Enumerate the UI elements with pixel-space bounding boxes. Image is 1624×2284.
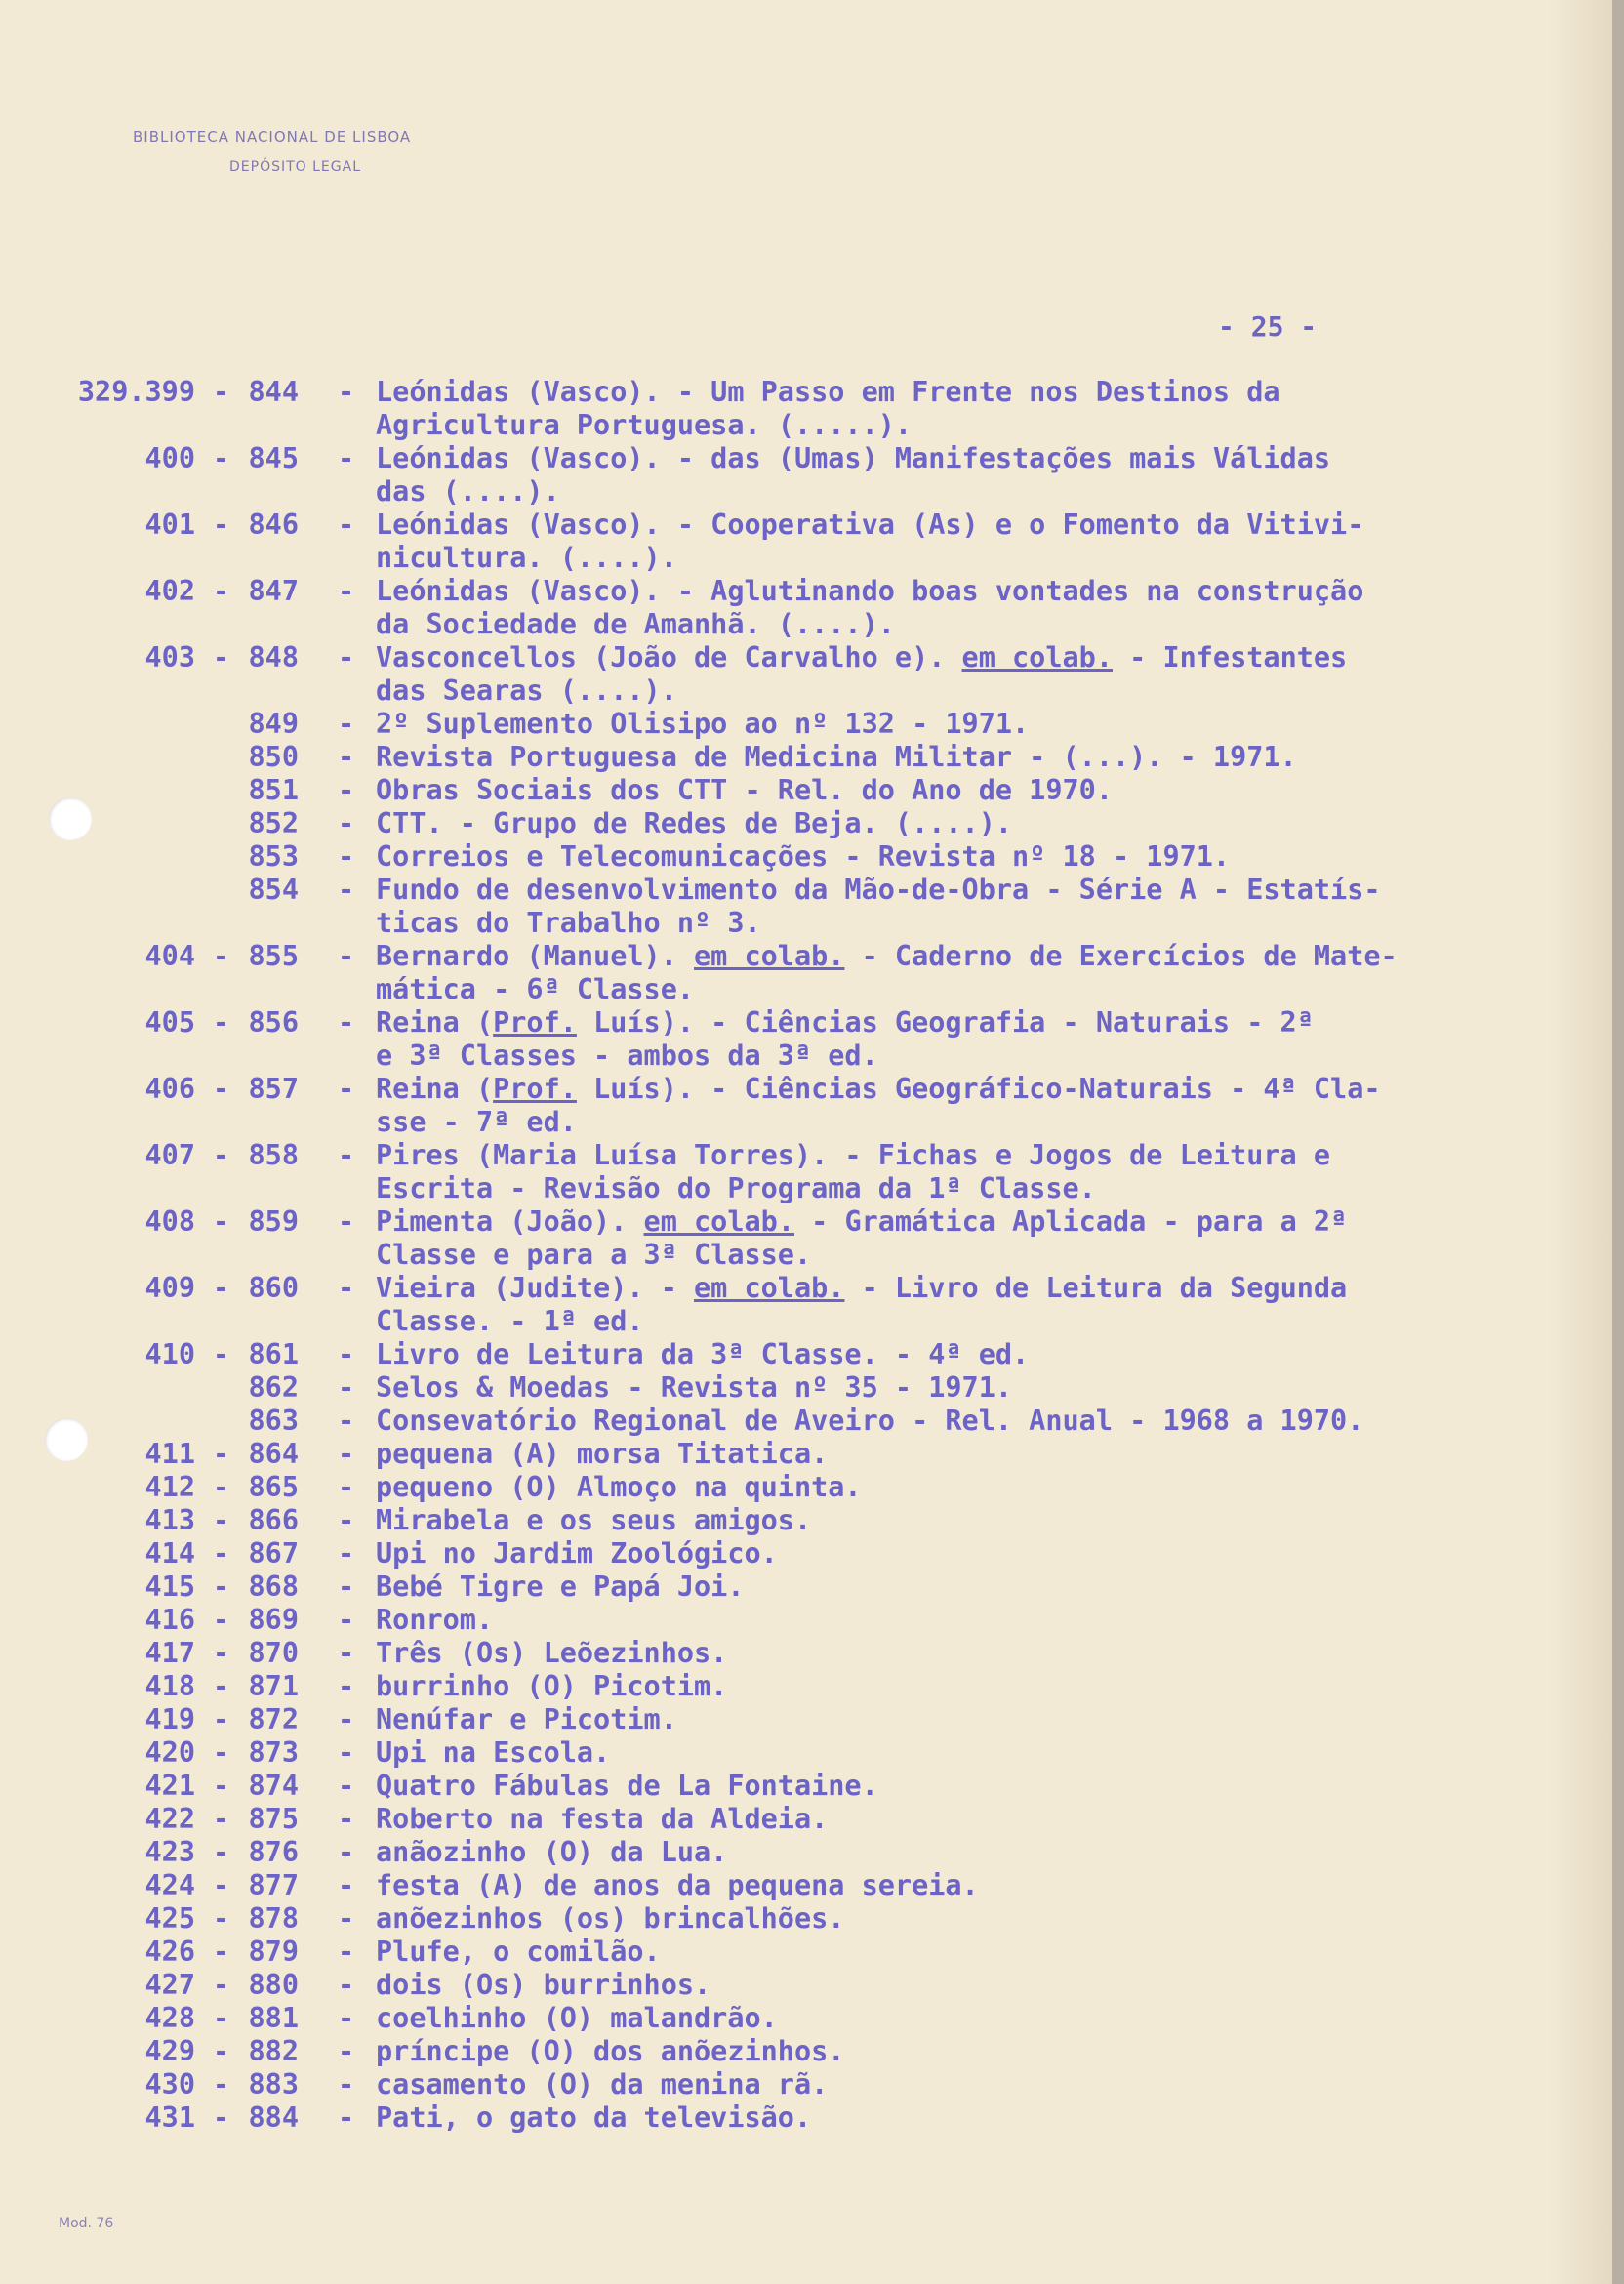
separator: - [338, 1272, 355, 1304]
separator: - [213, 1869, 230, 1901]
entry-text: burrinho (O) Picotim. [376, 1670, 728, 1702]
entry-number: 403 [144, 641, 195, 673]
entry-row [0, 1471, 1581, 1504]
entry-row [0, 1006, 1581, 1040]
entry-row [0, 1073, 1581, 1106]
separator: - [338, 1604, 355, 1636]
separator: - [338, 940, 355, 972]
entry-text: mática - 6ª Classe. [376, 973, 695, 1005]
entry-row [0, 2068, 1581, 2101]
separator: - [338, 1836, 355, 1868]
separator: - [213, 575, 230, 607]
entry-continuation [0, 674, 1581, 708]
entry-text: festa (A) de anos da pequena sereia. [376, 1869, 979, 1901]
entry-number: 402 [144, 575, 195, 607]
entry-row [0, 1836, 1581, 1869]
entry-number: 430 [144, 2068, 195, 2100]
separator: - [213, 1637, 230, 1669]
entry-text: Leónidas (Vasco). - Aglutinando boas vontades na construção [376, 575, 1364, 607]
entry-text: Bebé Tigre e Papá Joi. [376, 1570, 745, 1603]
register-number: 870 [248, 1637, 299, 1669]
entry-text: Consevatório Regional de Aveiro - Rel. Anual - 1968 a 1970. [376, 1405, 1364, 1437]
entry-continuation [0, 409, 1581, 442]
register-number: 877 [248, 1869, 299, 1901]
register-number: 880 [248, 1969, 299, 2001]
entry-text: Correios e Telecomunicações - Revista nº 18 - 1971. [376, 840, 1231, 873]
register-number: 883 [248, 2068, 299, 2100]
entry-row [0, 2035, 1581, 2068]
entry-text: Obras Sociais dos CTT - Rel. do Ano de 1970. [376, 774, 1113, 806]
separator: - [338, 1438, 355, 1470]
entry-row [0, 807, 1581, 840]
entry-continuation [0, 1305, 1581, 1338]
entry-number: 417 [144, 1637, 195, 1669]
separator: - [338, 2035, 355, 2067]
separator: - [338, 509, 355, 541]
register-number: 874 [248, 1770, 299, 1802]
entry-number: 429 [144, 2035, 195, 2067]
entry-row [0, 741, 1581, 774]
entry-number: 329.399 [77, 376, 195, 408]
separator: - [213, 1736, 230, 1769]
separator: - [338, 2002, 355, 2034]
entry-number: 416 [144, 1604, 195, 1636]
form-model-label: Mod. 76 [59, 2216, 114, 2231]
entry-number: 401 [144, 509, 195, 541]
entry-row [0, 940, 1581, 973]
separator: - [213, 1205, 230, 1238]
separator: - [338, 1073, 355, 1105]
entry-number: 408 [144, 1205, 195, 1238]
separator: - [338, 1537, 355, 1570]
register-number: 852 [248, 807, 299, 839]
institution-header: BIBLIOTECA NACIONAL DE LISBOA [133, 128, 412, 145]
entry-row [0, 1205, 1581, 1239]
separator: - [338, 1902, 355, 1935]
entry-row [0, 1637, 1581, 1670]
entry-continuation [0, 1239, 1581, 1272]
register-number: 867 [248, 1537, 299, 1570]
separator: - [213, 1770, 230, 1802]
entry-number: 411 [144, 1438, 195, 1470]
separator: - [213, 1139, 230, 1171]
entry-text: Upi no Jardim Zoológico. [376, 1537, 778, 1570]
entry-number: 419 [144, 1703, 195, 1735]
entry-text: Roberto na festa da Aldeia. [376, 1803, 829, 1835]
register-number: 865 [248, 1471, 299, 1503]
register-number: 881 [248, 2002, 299, 2034]
entry-text: Leónidas (Vasco). - Um Passo em Frente nos Destinos da [376, 376, 1280, 408]
separator: - [338, 874, 355, 906]
separator: - [213, 1604, 230, 1636]
separator: - [213, 2101, 230, 2134]
separator: - [213, 1902, 230, 1935]
entry-number: 428 [144, 2002, 195, 2034]
entry-text: casamento (O) da menina rã. [376, 2068, 829, 2100]
entry-continuation [0, 542, 1581, 575]
entry-row [0, 1936, 1581, 1969]
entry-number: 418 [144, 1670, 195, 1702]
separator: - [338, 442, 355, 474]
entry-text: sse - 7ª ed. [376, 1106, 577, 1138]
entry-number: 409 [144, 1272, 195, 1304]
separator: - [213, 1803, 230, 1835]
entry-number: 406 [144, 1073, 195, 1105]
entry-text: e 3ª Classes - ambos da 3ª ed. [376, 1040, 878, 1072]
entry-list [0, 376, 1581, 2135]
entry-number: 415 [144, 1570, 195, 1603]
entry-row [0, 575, 1581, 608]
register-number: 869 [248, 1604, 299, 1636]
entry-text: Selos & Moedas - Revista nº 35 - 1971. [376, 1371, 1013, 1404]
separator: - [338, 1570, 355, 1603]
entry-row [0, 1803, 1581, 1836]
entry-text: Vieira (Judite). - em colab. - Livro de Leitura da Segunda [376, 1272, 1348, 1304]
entry-text: dois (Os) burrinhos. [376, 1969, 711, 2001]
entry-text: príncipe (O) dos anõezinhos. [376, 2035, 845, 2067]
entry-row [0, 1371, 1581, 1405]
entry-row [0, 1570, 1581, 1604]
separator: - [213, 1073, 230, 1105]
entry-row [0, 840, 1581, 874]
separator: - [213, 1936, 230, 1968]
entry-text: das (....). [376, 475, 560, 508]
entry-row [0, 641, 1581, 674]
separator: - [338, 2101, 355, 2134]
register-number: 851 [248, 774, 299, 806]
entry-text: Leónidas (Vasco). - Cooperativa (As) e o Fomento da Vitivi- [376, 509, 1364, 541]
separator: - [213, 2035, 230, 2067]
separator: - [338, 807, 355, 839]
entry-row [0, 1670, 1581, 1703]
entry-number: 420 [144, 1736, 195, 1769]
register-number: 850 [248, 741, 299, 773]
register-number: 868 [248, 1570, 299, 1603]
entry-row [0, 2101, 1581, 2135]
register-number: 863 [248, 1405, 299, 1437]
entry-text: Classe. - 1ª ed. [376, 1305, 644, 1337]
entry-row [0, 1869, 1581, 1902]
entry-text: Classe e para a 3ª Classe. [376, 1239, 812, 1271]
register-number: 876 [248, 1836, 299, 1868]
separator: - [338, 774, 355, 806]
register-number: 855 [248, 940, 299, 972]
entry-row [0, 1703, 1581, 1736]
entry-row [0, 1770, 1581, 1803]
entry-row [0, 1139, 1581, 1172]
entry-row [0, 1902, 1581, 1936]
entry-row [0, 1604, 1581, 1637]
separator: - [338, 1637, 355, 1669]
entry-row [0, 708, 1581, 741]
register-number: 882 [248, 2035, 299, 2067]
separator: - [338, 1803, 355, 1835]
entry-number: 400 [144, 442, 195, 474]
entry-number: 421 [144, 1770, 195, 1802]
entry-text: Pati, o gato da televisão. [376, 2101, 812, 2134]
entry-text: Fundo de desenvolvimento da Mão-de-Obra - Série A - Estatís- [376, 874, 1381, 906]
register-number: 872 [248, 1703, 299, 1735]
entry-row [0, 1736, 1581, 1770]
register-number: 860 [248, 1272, 299, 1304]
entry-number: 407 [144, 1139, 195, 1171]
separator: - [338, 575, 355, 607]
separator: - [213, 442, 230, 474]
entry-number: 412 [144, 1471, 195, 1503]
separator: - [338, 1371, 355, 1404]
separator: - [338, 1936, 355, 1968]
register-number: 858 [248, 1139, 299, 1171]
entry-text: coelhinho (O) malandrão. [376, 2002, 778, 2034]
entry-text: Quatro Fábulas de La Fontaine. [376, 1770, 878, 1802]
entry-text: Revista Portuguesa de Medicina Militar - (...). - 1971. [376, 741, 1297, 773]
separator: - [213, 1471, 230, 1503]
entry-text: 2º Suplemento Olisipo ao nº 132 - 1971. [376, 708, 1030, 740]
register-number: 849 [248, 708, 299, 740]
entry-continuation [0, 1172, 1581, 1205]
separator: - [338, 1670, 355, 1702]
register-number: 848 [248, 641, 299, 673]
register-number: 884 [248, 2101, 299, 2134]
entry-continuation [0, 907, 1581, 940]
entry-text: Nenúfar e Picotim. [376, 1703, 677, 1735]
entry-continuation [0, 608, 1581, 641]
entry-number: 422 [144, 1803, 195, 1835]
entry-continuation [0, 1040, 1581, 1073]
register-number: 854 [248, 874, 299, 906]
separator: - [338, 1338, 355, 1370]
separator: - [213, 509, 230, 541]
entry-row [0, 1338, 1581, 1371]
register-number: 871 [248, 1670, 299, 1702]
entry-continuation [0, 973, 1581, 1006]
separator: - [213, 1703, 230, 1735]
entry-number: 427 [144, 1969, 195, 2001]
entry-text: Três (Os) Leõezinhos. [376, 1637, 728, 1669]
separator: - [338, 641, 355, 673]
entry-row [0, 1438, 1581, 1471]
register-number: 847 [248, 575, 299, 607]
entry-number: 410 [144, 1338, 195, 1370]
entry-text: Livro de Leitura da 3ª Classe. - 4ª ed. [376, 1338, 1030, 1370]
department-header: DEPÓSITO LEGAL [229, 159, 361, 175]
entry-row [0, 509, 1581, 542]
separator: - [213, 2002, 230, 2034]
entry-text: Mirabela e os seus amigos. [376, 1504, 812, 1536]
separator: - [213, 1006, 230, 1039]
separator: - [213, 1438, 230, 1470]
entry-text: anãozinho (O) da Lua. [376, 1836, 728, 1868]
register-number: 862 [248, 1371, 299, 1404]
separator: - [338, 1006, 355, 1039]
entry-row [0, 774, 1581, 807]
entry-text: ticas do Trabalho nº 3. [376, 907, 761, 939]
entry-continuation [0, 475, 1581, 509]
register-number: 879 [248, 1936, 299, 1968]
entry-text: anõezinhos (os) brincalhões. [376, 1902, 845, 1935]
separator: - [338, 741, 355, 773]
register-number: 857 [248, 1073, 299, 1105]
entry-text: pequeno (O) Almoço na quinta. [376, 1471, 862, 1503]
entry-row [0, 1537, 1581, 1570]
entry-text: CTT. - Grupo de Redes de Beja. (....). [376, 807, 1013, 839]
entry-row [0, 1504, 1581, 1537]
entry-text: nicultura. (....). [376, 542, 677, 574]
entry-row [0, 2002, 1581, 2035]
entry-number: 423 [144, 1836, 195, 1868]
separator: - [338, 1770, 355, 1802]
entry-number: 425 [144, 1902, 195, 1935]
register-number: 856 [248, 1006, 299, 1039]
separator: - [213, 376, 230, 408]
separator: - [338, 708, 355, 740]
entry-text: Ronrom. [376, 1604, 494, 1636]
entry-number: 413 [144, 1504, 195, 1536]
separator: - [338, 1703, 355, 1735]
entry-row [0, 874, 1581, 907]
page-number: - 25 - [1218, 310, 1318, 343]
entry-text: Reina (Prof. Luís). - Ciências Geográfico-Naturais - 4ª Cla- [376, 1073, 1381, 1105]
separator: - [338, 1205, 355, 1238]
separator: - [213, 1338, 230, 1370]
separator: - [213, 1570, 230, 1603]
register-number: 861 [248, 1338, 299, 1370]
separator: - [213, 1670, 230, 1702]
separator: - [338, 2068, 355, 2100]
entry-text: Leónidas (Vasco). - das (Umas) Manifestações mais Válidas [376, 442, 1331, 474]
separator: - [338, 1139, 355, 1171]
register-number: 878 [248, 1902, 299, 1935]
register-number: 853 [248, 840, 299, 873]
entry-text: Vasconcellos (João de Carvalho e). em colab. - Infestantes [376, 641, 1348, 673]
separator: - [213, 1504, 230, 1536]
separator: - [213, 2068, 230, 2100]
separator: - [338, 1405, 355, 1437]
entry-text: Bernardo (Manuel). em colab. - Caderno de Exercícios de Mate- [376, 940, 1398, 972]
entry-number: 404 [144, 940, 195, 972]
entry-text: pequena (A) morsa Titatica. [376, 1438, 829, 1470]
separator: - [213, 940, 230, 972]
register-number: 864 [248, 1438, 299, 1470]
register-number: 859 [248, 1205, 299, 1238]
entry-text: Pires (Maria Luísa Torres). - Fichas e Jogos de Leitura e [376, 1139, 1331, 1171]
separator: - [338, 1969, 355, 2001]
entry-row [0, 376, 1581, 409]
register-number: 866 [248, 1504, 299, 1536]
separator: - [213, 1969, 230, 2001]
entry-row [0, 442, 1581, 475]
entry-text: Pimenta (João). em colab. - Gramática Aplicada - para a 2ª [376, 1205, 1348, 1238]
separator: - [213, 641, 230, 673]
entry-row [0, 1272, 1581, 1305]
entry-row [0, 1969, 1581, 2002]
separator: - [213, 1272, 230, 1304]
separator: - [338, 1471, 355, 1503]
register-number: 873 [248, 1736, 299, 1769]
paper-edge [1612, 0, 1624, 2284]
entry-row [0, 1405, 1581, 1438]
entry-number: 431 [144, 2101, 195, 2134]
entry-text: Escrita - Revisão do Programa da 1ª Classe. [376, 1172, 1096, 1204]
register-number: 844 [248, 376, 299, 408]
entry-number: 414 [144, 1537, 195, 1570]
register-number: 846 [248, 509, 299, 541]
separator: - [338, 1869, 355, 1901]
entry-text: Reina (Prof. Luís). - Ciências Geografia - Naturais - 2ª [376, 1006, 1314, 1039]
entry-number: 426 [144, 1936, 195, 1968]
entry-text: Agricultura Portuguesa. (.....). [376, 409, 913, 441]
register-number: 875 [248, 1803, 299, 1835]
separator: - [338, 1736, 355, 1769]
separator: - [338, 376, 355, 408]
entry-text: Upi na Escola. [376, 1736, 611, 1769]
separator: - [213, 1537, 230, 1570]
separator: - [338, 1504, 355, 1536]
entry-text: das Searas (....). [376, 674, 677, 707]
entry-text: Plufe, o comilão. [376, 1936, 661, 1968]
register-number: 845 [248, 442, 299, 474]
entry-number: 405 [144, 1006, 195, 1039]
entry-number: 424 [144, 1869, 195, 1901]
separator: - [213, 1836, 230, 1868]
entry-text: da Sociedade de Amanhã. (....). [376, 608, 895, 640]
entry-continuation [0, 1106, 1581, 1139]
separator: - [338, 840, 355, 873]
